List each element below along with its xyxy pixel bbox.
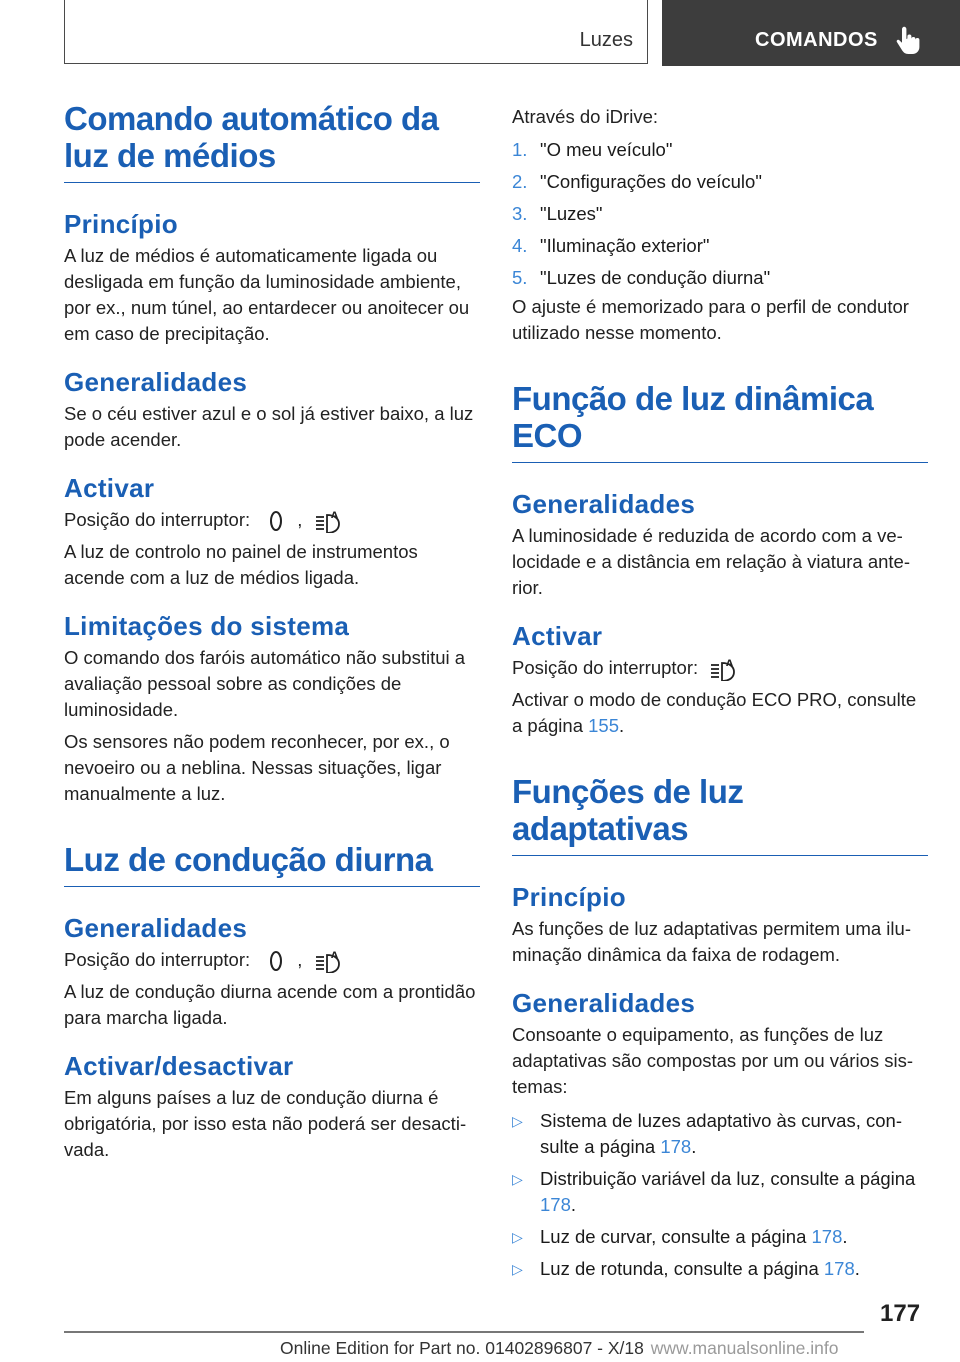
list-item: 1. "O meu veículo" bbox=[512, 139, 673, 160]
heading-activar-desactivar: Activar/desactivar bbox=[64, 1051, 294, 1082]
automatic-headlight-icon bbox=[709, 657, 739, 681]
heading-adapt-generalidades: Generalidades bbox=[512, 988, 696, 1019]
heading-auto-low-beam: Comando automático da luz de médios bbox=[64, 100, 480, 183]
principio-text: A luz de médios é automaticamente ligada ou desligada em função da luminosidade ambiente, por ex., num túnel, ao entardecer ou anoitecer ou em caso de precipitação. bbox=[64, 245, 470, 344]
header-chapter-tab bbox=[662, 0, 960, 66]
heading-generalidades-2: Generalidades bbox=[64, 913, 248, 944]
actdes-text: Em alguns países a luz de condução diurna é obrigatória, por isso esta não poderá ser desactivada. bbox=[64, 1087, 467, 1161]
switch-position-label: Posição do interruptor: bbox=[64, 509, 251, 530]
svg-text:A: A bbox=[330, 951, 338, 962]
list-item: ▷ Distribuição variável da luz, consulte a página 178. bbox=[512, 1168, 916, 1216]
page-link[interactable]: 178 bbox=[540, 1194, 571, 1216]
page-link[interactable]: 178 bbox=[811, 1226, 843, 1248]
page-link[interactable]: 155 bbox=[588, 715, 619, 737]
footer-edition: Online Edition for Part no. 01402896807 - X/18 www.manualsonline.info bbox=[280, 1338, 839, 1358]
adaptive-systems-list bbox=[512, 1108, 928, 1282]
svg-text:A: A bbox=[726, 659, 734, 670]
gen2-text: A luz de condução diurna acende com a prontidão para marcha ligada. bbox=[64, 981, 476, 1029]
list-item: 3. "Luzes" bbox=[512, 203, 603, 224]
page-number: 177 bbox=[880, 1300, 921, 1327]
heading-limitacoes: Limitações do sistema bbox=[64, 611, 350, 642]
list-item: 5. "Luzes de condução diurna" bbox=[512, 267, 771, 288]
bullet-triangle-icon: ▷ bbox=[512, 1261, 523, 1278]
comma: , bbox=[297, 509, 303, 530]
header-section-tab bbox=[64, 0, 648, 64]
watermark: www.manualsonline.info bbox=[650, 1338, 839, 1358]
heading-generalidades: Generalidades bbox=[64, 367, 248, 397]
footer-divider bbox=[64, 1331, 864, 1333]
limitacoes-text-1: O comando dos faróis automático não substitui a avaliação pessoal sobre as condições de luminosidade. bbox=[64, 647, 466, 721]
left-column bbox=[64, 100, 480, 1163]
heading-daytime-running-lights: Luz de condução diurna bbox=[64, 841, 480, 887]
switch-position-label-2: Posição do interruptor: bbox=[64, 949, 251, 971]
heading-adapt-principio: Princípio bbox=[512, 882, 626, 913]
list-item: 2. "Configurações do veículo" bbox=[512, 171, 762, 192]
switch-auto-icon bbox=[261, 949, 291, 973]
hand-pointer-icon bbox=[894, 26, 920, 56]
page-link[interactable]: 178 bbox=[823, 1258, 855, 1280]
page-link[interactable]: 178 bbox=[660, 1136, 692, 1158]
heading-eco-light: Função de luz dinâmica ECO bbox=[512, 380, 928, 463]
heading-principio: Princípio bbox=[64, 209, 178, 239]
svg-text:A: A bbox=[330, 511, 338, 522]
chapter-title: COMANDOS bbox=[755, 29, 878, 51]
activar-text: A luz de controlo no painel de instrumentos acende com a luz de médios ligada. bbox=[64, 541, 418, 589]
heading-activar: Activar bbox=[64, 473, 155, 503]
heading-eco-generalidades: Generalidades bbox=[512, 489, 696, 519]
switch-position-label-3: Posição do interruptor: bbox=[512, 657, 699, 678]
heading-eco-activar: Activar bbox=[512, 621, 603, 651]
list-item: 4. "Iluminação exterior" bbox=[512, 235, 710, 256]
list-item: ▷ Luz de curvar, consulte a página 178. bbox=[512, 1224, 928, 1250]
automatic-headlight-icon bbox=[314, 949, 344, 973]
eco-position bbox=[512, 655, 928, 681]
eco-gen-text: A luminosidade é reduzida de acordo com a velocidade e a distância em relação à viatura anterior. bbox=[512, 525, 910, 598]
limitacoes-text-2: Os sensores não podem reconhecer, por ex., o nevoeiro ou a neblina. Nessas situações, ligar manualmente a luz. bbox=[64, 731, 450, 805]
bullet-triangle-icon: ▷ bbox=[512, 1113, 523, 1130]
bullet-triangle-icon: ▷ bbox=[512, 1171, 523, 1188]
idrive-steps bbox=[512, 134, 928, 294]
bullet-triangle-icon: ▷ bbox=[512, 1229, 523, 1246]
activar-position bbox=[64, 507, 480, 533]
comma: , bbox=[297, 949, 303, 971]
section-title: Luzes bbox=[579, 29, 633, 51]
list-item: ▷ Sistema de luzes adaptativo às curvas, consulte a página 178. bbox=[512, 1110, 902, 1158]
automatic-headlight-icon bbox=[314, 509, 344, 533]
memo-text: O ajuste é memorizado para o perfil de condutor utilizado nesse momento. bbox=[512, 296, 909, 343]
switch-auto-icon bbox=[261, 509, 291, 533]
eco-act-text: Activar o modo de condução ECO PRO, consulte a página 155. bbox=[512, 689, 917, 737]
idrive-intro: Através do iDrive: bbox=[512, 106, 658, 127]
list-item: ▷ Luz de rotunda, consulte a página 178. bbox=[512, 1256, 928, 1282]
adapt-gen-text: Consoante o equipamento, as funções de luz adaptativas são compostas por um ou vários sistemas: bbox=[512, 1024, 914, 1098]
adapt-princ-text: As funções de luz adaptativas permitem uma iluminação dinâmica da faixa de rodagem. bbox=[512, 918, 911, 966]
gen2-position bbox=[64, 947, 480, 973]
heading-adaptive-light: Funções de luz adaptativas bbox=[512, 773, 928, 856]
right-column bbox=[512, 104, 928, 1282]
generalidades-text: Se o céu estiver azul e o sol já estiver baixo, a luz pode acender. bbox=[64, 403, 474, 450]
